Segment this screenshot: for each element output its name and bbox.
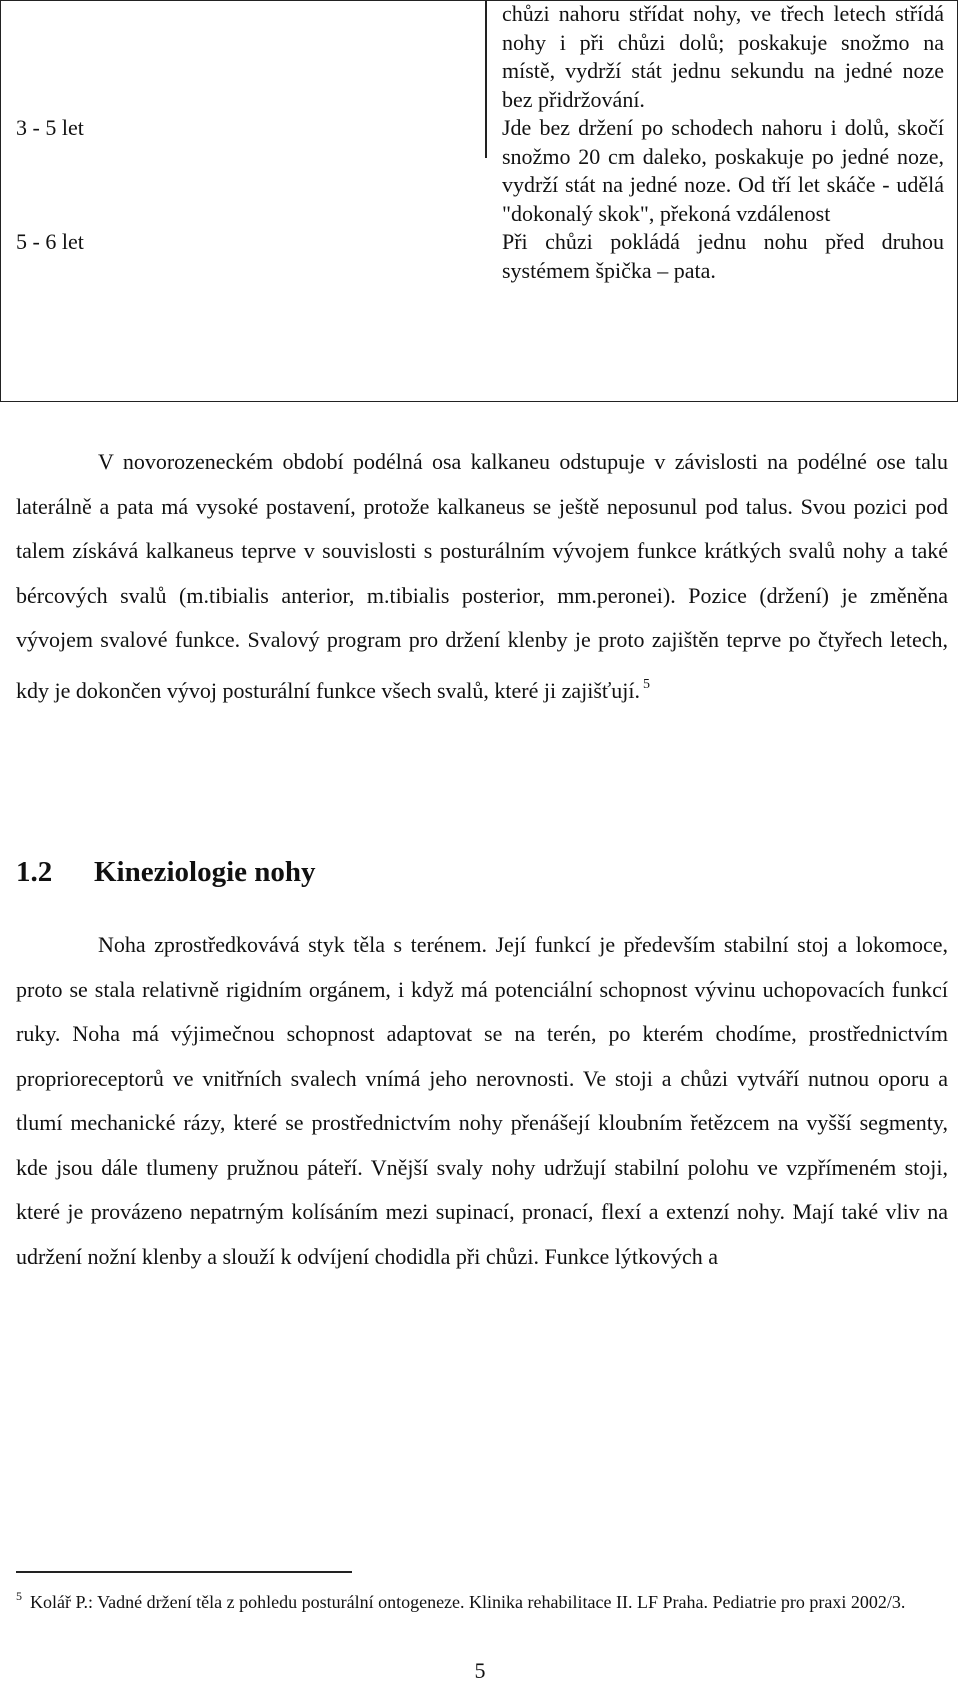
page-number: 5 bbox=[474, 1658, 486, 1683]
table-cell-description: Při chůzi pokládá jednu nohu před druhou systémem špička – pata. bbox=[502, 229, 944, 283]
paragraph-newborn-foot bbox=[16, 440, 948, 713]
table-column-divider bbox=[485, 0, 487, 158]
table-cell-age: 5 - 6 let bbox=[16, 229, 84, 254]
paragraph-text: V novorozeneckém období podélná osa kalkaneu odstupuje v závislosti na podélné ose talu laterálně a pata má vysoké postavení, protože kalkaneus se ještě neposunul pod talus. Svou pozici pod talem získává kalkaneus teprve v souvislosti s posturálním vývojem funkce krátkých svalů nohy a také bércových svalů (m.tibialis anterior, m.tibialis posterior, mm.peronei). Pozice (držení) je změněna vývojem svalové funkce. Svalový program pro držení klenby je proto zajištěn teprve po čtyřech letech, kdy je dokončen vývoj posturální funkce všech svalů, které ji zajišťují. bbox=[16, 449, 948, 703]
footnote-text: Kolář P.: Vadné držení těla z pohledu posturální ontogeneze. Klinika rehabilitace II. LF Praha. Pediatrie pro praxi 2002/3. bbox=[30, 1592, 906, 1612]
table-row bbox=[0, 228, 958, 285]
footnote-separator bbox=[16, 1571, 352, 1573]
section-number: 1.2 bbox=[16, 856, 53, 888]
table-row bbox=[0, 0, 958, 114]
table-cell-age: 3 - 5 let bbox=[16, 115, 84, 140]
paragraph-text: Noha zprostředkovává styk těla s terénem. Její funkcí je především stabilní stoj a lokomoce, proto se stala relativně rigidním orgánem, i když má potenciální schopnost vývinu uchopovacích funkcí ruky. Noha má výjimečnou schopnost adaptovat se na terén, po kterém chodíme, prostřednictvím proprioreceptorů ve vnitřních svalech vnímá jeho nerovnosti. Ve stoji a chůzi vytváří nutnou oporu a tlumí mechanické rázy, které se prostřednictvím nohy přenášejí kloubním řetězcem na vyšší segmenty, kde jsou dále tlumeny pružnou páteří. Vnější svaly nohy udržují stabilní polohu ve vzpřímeném stoji, které je provázeno nepatrným kolísáním mezi supinací, pronací, flexí a extenzí nohy. Mají také vliv na udržení nožní klenby a slouží k odvíjení chodidla při chůzi. Funkce lýtkových a bbox=[16, 932, 948, 1269]
development-table bbox=[0, 0, 958, 285]
footnote bbox=[16, 1584, 946, 1614]
footnote-number: 5 bbox=[16, 1589, 22, 1603]
footnote-reference[interactable]: 5 bbox=[643, 676, 651, 692]
table-row bbox=[0, 114, 958, 228]
table-cell-age bbox=[0, 0, 486, 114]
section-title: Kineziologie nohy bbox=[94, 856, 316, 888]
table-cell-description: Jde bez držení po schodech nahoru i dolů, skočí snožmo 20 cm daleko, poskakuje po jedné noze, vydrží stát na jedné noze. Od tří let skáče - udělá "dokonalý skok", překoná vzdálenost bbox=[502, 115, 944, 226]
table-cell-description: chůzi nahoru střídat nohy, ve třech letech střídá nohy i při chůzi dolů; poskakuje snožmo na místě, vydrží stát jednu sekundu na jedné noze bez přidržování. bbox=[502, 1, 944, 112]
section-heading bbox=[16, 856, 316, 889]
paragraph-foot-kinesiology bbox=[16, 923, 948, 1279]
